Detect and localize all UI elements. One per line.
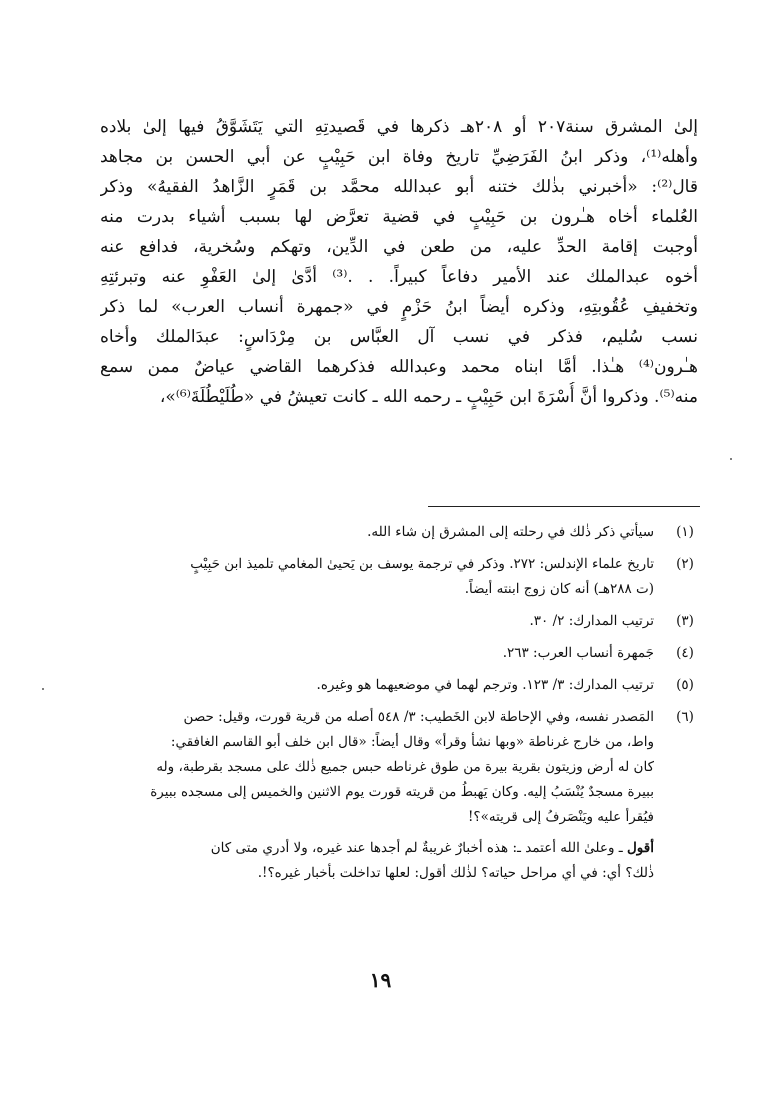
main-text-line: نسب سُليم، فذكر في نسب آل العبَّاس بن مِرْدَاسٍ: عبدَالملك وأخاه [100, 327, 698, 347]
footnote-text: فيُقرأ عليه ويَنْصَرفُ إلى قريته»؟! [468, 809, 654, 825]
main-text-block [100, 112, 698, 412]
footnote-3 [96, 609, 700, 634]
scan-speck [42, 688, 44, 690]
footnote-text: (ت ٢٨٨هـ) أنه كان زوج ابنته أيضاً. [464, 581, 654, 597]
comment-label: أقول [627, 840, 654, 856]
footnote-text: جَمهرة أنساب العرب: ٢٦٣. [502, 645, 654, 661]
main-text-line: أوجبت إقامة الحدِّ عليه، من طعن في الدِّين، وتهكم وسُخرية، فدافع عنه [100, 237, 698, 257]
page-number: ١٩ [369, 968, 392, 992]
footnote-text: تاريخ علماء الإندلس: ٢٧٢. وذكر في ترجمة يوسف بن يَحيىٰ المغامي تلميذ ابن حَبِيْبٍ [190, 556, 654, 572]
footnote-number: (١) [676, 524, 694, 540]
main-text-line: وتخفيفِ عُقُوبتِهِ، وذكره أيضاً ابنُ حَزْمٍ في «جمهرة أنساب العرب» لما ذكر [100, 297, 698, 317]
main-text-line: وأهله⁽¹⁾، وذكر ابنُ الفَرَضِيِّ تاريخ وفاة ابن حَبِيْبٍ عن أبي الحسن بن مجاهد [100, 147, 698, 167]
footnote-4 [96, 641, 700, 666]
comment-text: ـ وعلىٰ الله أعتمد ـ: هذه أخبارٌ غريبةٌ لم أجدها عند غيره، ولا أدري متى كان [210, 840, 627, 856]
footnote-text: ترتيب المدارك: ٢/ ٣٠. [529, 613, 654, 629]
main-text-line: إلىٰ المشرق سنة٢٠٧ أو ٢٠٨هـ ذكرها في قَصيدتِهِ التي يَتَشَوَّقُ فيها إلىٰ بلاده [100, 117, 698, 137]
footnote-separator-rule [428, 506, 700, 507]
footnote-6 [96, 705, 700, 830]
footnote-1 [96, 520, 700, 545]
main-text-line: العُلماء أخاه هـٰرون بن حَبِيْبٍ في قضية تعرَّض لها بسبب أشياء بدرت منه [100, 207, 698, 227]
footnote-text: ببيرة مسجدٌ يُنْسَبُ إليه. وكان يَهبطُ من قريته قورت يوم الاثنين والخميس إلى مسجده ببيرة [150, 784, 654, 800]
footnote-text: كان له أرض وزيتون بقرية بيرة من طوق غرناطه حبس جميع ذٰلك على مسجد بقرطبة، وله [156, 759, 654, 775]
scan-speck [730, 458, 732, 460]
footnote-5 [96, 673, 700, 698]
footnote-number: (٢) [676, 556, 694, 572]
footnote-text: واط، من خارج غرناطة «وبها نشأ وقرأ» وقال أيضاً: «قال ابن خلف أبو القاسم الغافقي: [170, 734, 654, 750]
comment-text: ذٰلك؟ أي: في أي مراحل حياته؟ لذٰلك أقول: لعلها تداخلت بأخبار غيره؟!. [257, 865, 654, 881]
main-text-line: منه⁽⁵⁾. وذكروا أنَّ أُسْرَةَ ابن حَبِيْبٍ ـ رحمه الله ـ كانت تعيشُ في «طُلَيْطُلَةَ⁽⁶⁾»، [159, 387, 698, 407]
footnote-number: (٥) [676, 677, 694, 693]
editor-comment [96, 830, 700, 886]
footnote-text: المَصدر نفسه، وفي الإحاطة لابن الخَطيب: ٣/ ٥٤٨ أصله من قرية قورت، وقيل: حصن [183, 709, 654, 725]
footnotes-block [96, 520, 700, 886]
footnote-text: سيأتي ذكر ذٰلك في رحلته إلى المشرق إن شاء الله. [367, 524, 654, 540]
main-text-line: أخوه عبدالملك عند الأمير دفاعاً كبيراً. . .⁽³⁾ أدَّىٰ إلىٰ العَفْوِ عنه وتبرئتِهِ [100, 267, 698, 287]
footnote-number: (٣) [676, 613, 694, 629]
footnote-text: ترتيب المدارك: ٣/ ١٢٣. وترجم لهما في موضعيهما هو وغيره. [316, 677, 654, 693]
footnote-2 [96, 552, 700, 602]
main-text-line: قال⁽²⁾: «أخبرني بذٰلك ختنه أبو عبدالله محمَّد بن قَمَرٍ الزَّاهدُ الفقيهُ» وذكر [100, 177, 698, 197]
main-text-line: هـٰرون⁽⁴⁾ هـٰذا. أمَّا ابناه محمد وعبدالله فذكرهما القاضي عياضٌ ممن سمع [100, 357, 698, 377]
footnote-number: (٤) [676, 645, 694, 661]
footnote-number: (٦) [676, 709, 694, 725]
